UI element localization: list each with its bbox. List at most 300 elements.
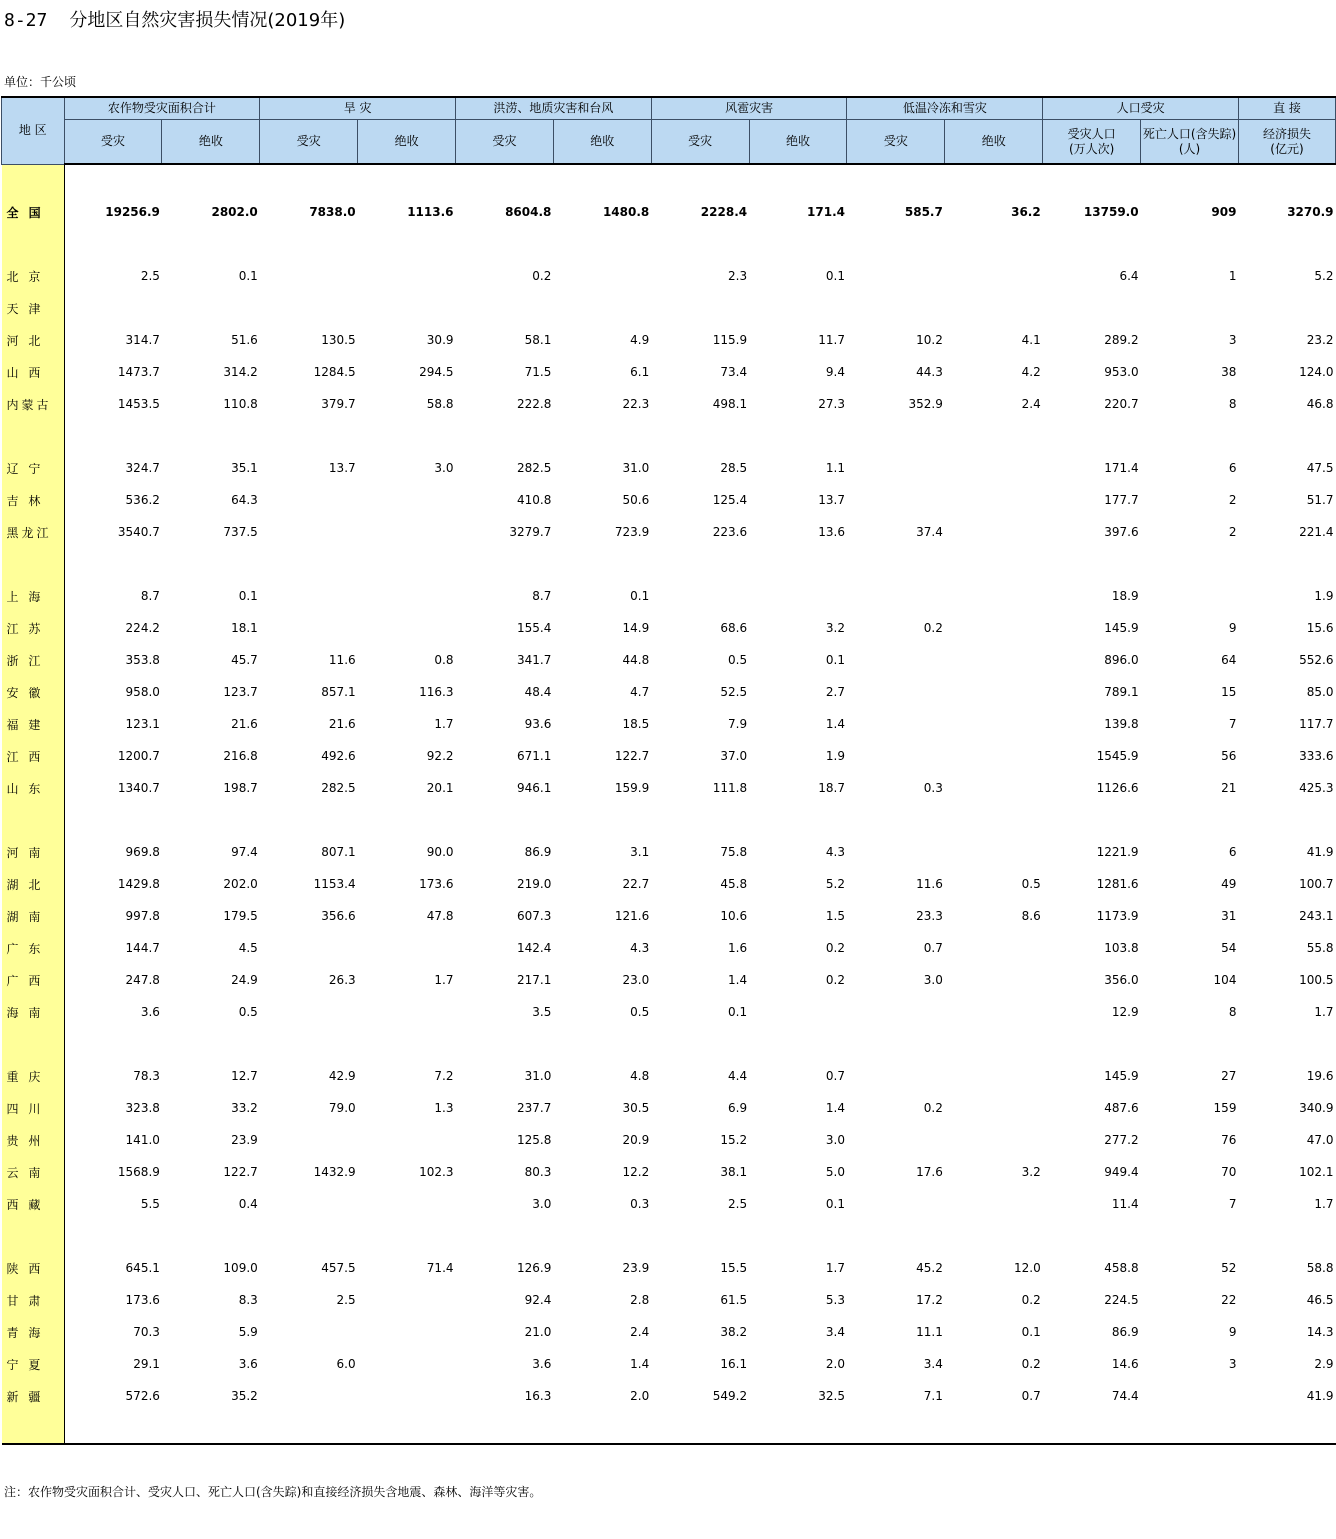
value-cell: 115.9: [712, 333, 748, 347]
value-cell: 122.7: [223, 1165, 258, 1179]
value-cell: 56: [1221, 749, 1237, 763]
value-cell: 492.6: [321, 749, 356, 763]
table-row: [2, 260, 1336, 292]
value-cell: [945, 804, 1043, 836]
value-cell: 458.8: [1104, 1261, 1139, 1275]
value-cell: 552.6: [1299, 653, 1334, 667]
value-cell: 8.7: [140, 589, 160, 603]
value-cell: [1043, 804, 1141, 836]
value-cell: 0.2: [1021, 1293, 1041, 1307]
value-cell: 37.0: [720, 749, 748, 763]
value-cell: 104: [1213, 973, 1237, 987]
value-cell: 5.9: [238, 1325, 258, 1339]
value-cell: 3.0: [923, 973, 943, 987]
value-cell: 102.1: [1299, 1165, 1334, 1179]
value-cell: 1.1: [825, 461, 845, 475]
value-cell: 12.9: [1111, 1005, 1139, 1019]
value-cell: 41.9: [1306, 1389, 1334, 1403]
value-cell: 5.0: [825, 1165, 845, 1179]
value-cell: 243.1: [1299, 909, 1334, 923]
value-cell: 1.4: [630, 1357, 650, 1371]
value-cell: 8.3: [238, 1293, 258, 1307]
value-cell: [945, 292, 1043, 324]
value-cell: 224.5: [1104, 1293, 1139, 1307]
value-cell: 21.6: [328, 717, 356, 731]
value-cell: 52: [1221, 1261, 1237, 1275]
value-cell: 1.6: [728, 941, 748, 955]
value-cell: [358, 1412, 456, 1444]
table-row: [2, 996, 1336, 1028]
value-cell: 217.1: [517, 973, 552, 987]
value-cell: 85.0: [1306, 685, 1334, 699]
value-cell: [749, 1028, 847, 1060]
value-cell: [847, 804, 945, 836]
value-cell: 171.4: [807, 205, 845, 219]
value-cell: 6.4: [1119, 269, 1139, 283]
value-cell: [358, 1124, 456, 1156]
value-cell: 356.0: [1104, 973, 1139, 987]
value-cell: [651, 580, 749, 612]
value-cell: 12.0: [1014, 1261, 1041, 1275]
value-cell: 74.4: [1111, 1389, 1139, 1403]
value-cell: [1141, 228, 1239, 260]
value-cell: [847, 1028, 945, 1060]
value-cell: [945, 548, 1043, 580]
value-cell: 3.6: [140, 1005, 160, 1019]
value-cell: 585.7: [904, 205, 943, 219]
value-cell: 1113.6: [407, 205, 454, 219]
value-cell: 572.6: [125, 1389, 160, 1403]
value-cell: [260, 932, 358, 964]
value-cell: 10.2: [916, 333, 943, 347]
value-cell: [945, 932, 1043, 964]
spacer-row: [2, 804, 1336, 836]
value-cell: [260, 1380, 358, 1412]
region-cell: [2, 1412, 65, 1444]
value-cell: 1221.9: [1096, 845, 1139, 859]
region-cell: [2, 164, 65, 196]
value-cell: [553, 420, 651, 452]
value-cell: [1043, 228, 1141, 260]
value-cell: 1.4: [728, 973, 748, 987]
value-cell: [945, 740, 1043, 772]
region-cell: 内蒙古: [2, 388, 65, 420]
value-cell: 2.0: [825, 1357, 845, 1371]
value-cell: [358, 1220, 456, 1252]
value-cell: [162, 228, 260, 260]
region-cell: 广 东: [2, 932, 65, 964]
header-econ-loss-line1: 经济损失: [1262, 126, 1311, 141]
value-cell: 38.1: [720, 1165, 748, 1179]
value-cell: [1043, 1028, 1141, 1060]
value-cell: [651, 1412, 749, 1444]
region-cell: [2, 804, 65, 836]
value-cell: 3.6: [238, 1357, 258, 1371]
value-cell: 0.1: [728, 1005, 748, 1019]
value-cell: 58.8: [1306, 1261, 1334, 1275]
value-cell: 737.5: [223, 525, 258, 539]
value-cell: [260, 516, 358, 548]
header-frost-lost: 绝收: [945, 120, 1043, 165]
header-row-groups: [2, 97, 1336, 120]
value-cell: 4.9: [630, 333, 650, 347]
value-cell: 12.2: [622, 1165, 650, 1179]
value-cell: 42.9: [328, 1069, 356, 1083]
value-cell: 0.2: [923, 1101, 943, 1115]
value-cell: [847, 836, 945, 868]
value-cell: 102.3: [419, 1165, 454, 1179]
table-row: [2, 708, 1336, 740]
value-cell: [64, 804, 162, 836]
unit-label: 单位：千公顷: [4, 75, 77, 89]
value-cell: 314.7: [125, 333, 160, 347]
value-cell: [847, 1412, 945, 1444]
value-cell: [553, 228, 651, 260]
value-cell: [64, 164, 162, 196]
region-cell: 辽 宁: [2, 452, 65, 484]
value-cell: 21: [1221, 781, 1237, 795]
value-cell: 3.0: [825, 1133, 845, 1147]
value-cell: [358, 1380, 456, 1412]
value-cell: [847, 644, 945, 676]
value-cell: [1141, 420, 1239, 452]
value-cell: [847, 1188, 945, 1220]
value-cell: 3.0: [434, 461, 454, 475]
value-cell: 11.6: [916, 877, 943, 891]
value-cell: 202.0: [223, 877, 258, 891]
value-cell: 2.5: [336, 1293, 356, 1307]
value-cell: 6: [1228, 845, 1237, 859]
value-cell: 247.8: [125, 973, 160, 987]
value-cell: [1141, 1220, 1239, 1252]
region-cell: 安 徽: [2, 676, 65, 708]
value-cell: 8: [1228, 397, 1237, 411]
value-cell: 51.6: [231, 333, 258, 347]
value-cell: [945, 708, 1043, 740]
value-cell: [651, 1220, 749, 1252]
value-cell: 1200.7: [117, 749, 160, 763]
value-cell: 9.4: [825, 365, 845, 379]
value-cell: 58.1: [524, 333, 552, 347]
value-cell: [1238, 228, 1335, 260]
region-cell: 湖 北: [2, 868, 65, 900]
value-cell: 123.7: [223, 685, 258, 699]
value-cell: [358, 1348, 456, 1380]
value-cell: 333.6: [1299, 749, 1334, 763]
value-cell: 0.1: [825, 1197, 845, 1211]
region-cell: 陕 西: [2, 1252, 65, 1284]
value-cell: [358, 516, 456, 548]
value-cell: [358, 228, 456, 260]
value-cell: 2.5: [728, 1197, 748, 1211]
table-row: [2, 516, 1336, 548]
value-cell: 220.7: [1104, 397, 1139, 411]
value-cell: [260, 1124, 358, 1156]
region-cell: 河 南: [2, 836, 65, 868]
value-cell: 946.1: [517, 781, 552, 795]
value-cell: 2.4: [630, 1325, 650, 1339]
region-cell: 北 京: [2, 260, 65, 292]
value-cell: 144.7: [125, 941, 160, 955]
value-cell: 0.1: [630, 589, 650, 603]
value-cell: [456, 228, 554, 260]
value-cell: [945, 612, 1043, 644]
value-cell: [64, 292, 162, 324]
value-cell: [553, 1028, 651, 1060]
value-cell: 0.7: [923, 941, 943, 955]
header-frost-affected: 受灾: [847, 120, 945, 165]
value-cell: 159: [1213, 1101, 1237, 1115]
value-cell: [945, 580, 1043, 612]
value-cell: 0.2: [532, 269, 552, 283]
value-cell: 379.7: [321, 397, 356, 411]
value-cell: 12.7: [231, 1069, 258, 1083]
table-row: [2, 964, 1336, 996]
value-cell: 93.6: [524, 717, 552, 731]
value-cell: [64, 228, 162, 260]
table-row: [2, 1316, 1336, 1348]
value-cell: [1238, 420, 1335, 452]
table-row: [2, 292, 1336, 324]
value-cell: 23.2: [1306, 333, 1334, 347]
value-cell: 70.3: [133, 1325, 160, 1339]
value-cell: 5.2: [1314, 269, 1334, 283]
value-cell: 2.0: [630, 1389, 650, 1403]
value-cell: [456, 1412, 554, 1444]
region-cell: 海 南: [2, 996, 65, 1028]
value-cell: 224.2: [125, 621, 160, 635]
table-row: [2, 676, 1336, 708]
value-cell: 723.9: [614, 525, 650, 539]
value-cell: 18.9: [1111, 589, 1139, 603]
value-cell: [847, 164, 945, 196]
table-code: 8-27: [4, 10, 48, 31]
value-cell: 1.7: [434, 973, 454, 987]
value-cell: 142.4: [517, 941, 552, 955]
value-cell: 23.9: [622, 1261, 650, 1275]
value-cell: [358, 580, 456, 612]
value-cell: [945, 420, 1043, 452]
value-cell: 3.2: [825, 621, 845, 635]
value-cell: 49: [1221, 877, 1237, 891]
value-cell: 857.1: [321, 685, 356, 699]
value-cell: 51.7: [1306, 493, 1334, 507]
value-cell: [260, 996, 358, 1028]
region-cell: 重 庆: [2, 1060, 65, 1092]
value-cell: [358, 260, 456, 292]
value-cell: 44.3: [916, 365, 943, 379]
value-cell: [651, 804, 749, 836]
page-title: [4, 6, 345, 32]
value-cell: 100.5: [1299, 973, 1334, 987]
value-cell: 177.7: [1104, 493, 1139, 507]
value-cell: [1141, 164, 1239, 196]
value-cell: 109.0: [223, 1261, 258, 1275]
table-row: [2, 932, 1336, 964]
region-cell: 浙 江: [2, 644, 65, 676]
table-row: [2, 452, 1336, 484]
header-wind-affected: 受灾: [651, 120, 749, 165]
value-cell: 111.8: [712, 781, 748, 795]
value-cell: [945, 1220, 1043, 1252]
value-cell: 47.0: [1306, 1133, 1334, 1147]
value-cell: 457.5: [321, 1261, 356, 1275]
table-row: [2, 1060, 1336, 1092]
table-row: [2, 868, 1336, 900]
header-crop-lost: 绝收: [162, 120, 260, 165]
header-crop-affected: 受灾: [64, 120, 162, 165]
region-cell: 湖 南: [2, 900, 65, 932]
value-cell: [162, 1028, 260, 1060]
value-cell: [847, 740, 945, 772]
table-row: [2, 612, 1336, 644]
value-cell: 1153.4: [313, 877, 356, 891]
value-cell: 909: [1211, 205, 1237, 219]
value-cell: [945, 1028, 1043, 1060]
value-cell: [749, 420, 847, 452]
region-cell: 黑龙江: [2, 516, 65, 548]
value-cell: 18.5: [622, 717, 650, 731]
value-cell: 4.2: [1021, 365, 1041, 379]
value-cell: 607.3: [517, 909, 552, 923]
region-cell: 甘 肃: [2, 1284, 65, 1316]
value-cell: 1473.7: [117, 365, 160, 379]
value-cell: 145.9: [1104, 621, 1139, 635]
table-body: [2, 164, 1336, 1444]
table-row: [2, 772, 1336, 804]
value-cell: 0.3: [923, 781, 943, 795]
value-cell: 15: [1221, 685, 1237, 699]
value-cell: [1043, 292, 1141, 324]
value-cell: 7.1: [923, 1389, 943, 1403]
spacer-row: [2, 548, 1336, 580]
value-cell: 2802.0: [211, 205, 258, 219]
value-cell: 1432.9: [313, 1165, 356, 1179]
value-cell: 4.4: [728, 1069, 748, 1083]
value-cell: 0.7: [1021, 1389, 1041, 1403]
value-cell: 7.9: [728, 717, 748, 731]
value-cell: 3540.7: [117, 525, 160, 539]
value-cell: 3: [1228, 1357, 1237, 1371]
value-cell: 282.5: [321, 781, 356, 795]
value-cell: 9: [1228, 621, 1237, 635]
value-cell: 141.0: [125, 1133, 160, 1147]
value-cell: 3.4: [825, 1325, 845, 1339]
value-cell: 14.6: [1111, 1357, 1139, 1371]
value-cell: 0.3: [630, 1197, 650, 1211]
value-cell: 46.5: [1306, 1293, 1334, 1307]
value-cell: 121.6: [614, 909, 650, 923]
region-cell: [2, 1028, 65, 1060]
value-cell: [162, 292, 260, 324]
header-flood-affected: 受灾: [456, 120, 554, 165]
value-cell: 7838.0: [309, 205, 356, 219]
value-cell: [749, 164, 847, 196]
value-cell: [260, 580, 358, 612]
value-cell: 30.9: [426, 333, 454, 347]
value-cell: 4.8: [630, 1069, 650, 1083]
value-cell: 75.8: [720, 845, 748, 859]
value-cell: 410.8: [517, 493, 552, 507]
value-cell: 11.6: [328, 653, 356, 667]
value-cell: 282.5: [517, 461, 552, 475]
value-cell: 45.7: [231, 653, 258, 667]
value-cell: [260, 548, 358, 580]
value-cell: [358, 1188, 456, 1220]
value-cell: 125.4: [712, 493, 748, 507]
value-cell: 19256.9: [105, 205, 160, 219]
value-cell: [358, 612, 456, 644]
value-cell: 2.4: [1021, 397, 1041, 411]
value-cell: 0.4: [238, 1197, 258, 1211]
value-cell: 1340.7: [117, 781, 160, 795]
value-cell: [749, 580, 847, 612]
value-cell: [1141, 1028, 1239, 1060]
value-cell: [1043, 1220, 1141, 1252]
value-cell: 1545.9: [1096, 749, 1139, 763]
value-cell: 22: [1221, 1293, 1237, 1307]
value-cell: [1141, 548, 1239, 580]
value-cell: 17.6: [916, 1165, 943, 1179]
region-cell: [2, 420, 65, 452]
header-deaths-line1: 死亡人口(含失踪): [1142, 126, 1237, 141]
value-cell: 41.9: [1306, 845, 1334, 859]
value-cell: [456, 420, 554, 452]
value-cell: [945, 516, 1043, 548]
region-cell: 全 国: [2, 196, 65, 228]
value-cell: 5.5: [140, 1197, 160, 1211]
region-cell: 宁 夏: [2, 1348, 65, 1380]
value-cell: [260, 1028, 358, 1060]
value-cell: [945, 1188, 1043, 1220]
region-cell: 山 东: [2, 772, 65, 804]
value-cell: 223.6: [712, 525, 748, 539]
value-cell: 536.2: [125, 493, 160, 507]
value-cell: [945, 772, 1043, 804]
region-cell: 河 北: [2, 324, 65, 356]
value-cell: [456, 292, 554, 324]
header-drought-lost: 绝收: [358, 120, 456, 165]
value-cell: 110.8: [223, 397, 258, 411]
value-cell: 353.8: [125, 653, 160, 667]
value-cell: 2.5: [140, 269, 160, 283]
value-cell: [749, 292, 847, 324]
value-cell: [749, 1220, 847, 1252]
value-cell: [358, 1316, 456, 1348]
value-cell: 17.2: [916, 1293, 943, 1307]
value-cell: [553, 164, 651, 196]
value-cell: [651, 548, 749, 580]
value-cell: 4.5: [238, 941, 258, 955]
value-cell: 2.8: [630, 1293, 650, 1307]
value-cell: [847, 420, 945, 452]
value-cell: [64, 1028, 162, 1060]
table-row: [2, 324, 1336, 356]
region-cell: 四 川: [2, 1092, 65, 1124]
value-cell: [553, 292, 651, 324]
spacer-row: [2, 1028, 1336, 1060]
value-cell: [260, 1316, 358, 1348]
value-cell: [651, 1028, 749, 1060]
value-cell: [553, 804, 651, 836]
disaster-loss-table: [1, 96, 1336, 1445]
value-cell: [945, 1124, 1043, 1156]
value-cell: [847, 292, 945, 324]
value-cell: 2.9: [1314, 1357, 1334, 1371]
value-cell: 1.7: [825, 1261, 845, 1275]
value-cell: 294.5: [419, 365, 454, 379]
value-cell: 289.2: [1104, 333, 1139, 347]
